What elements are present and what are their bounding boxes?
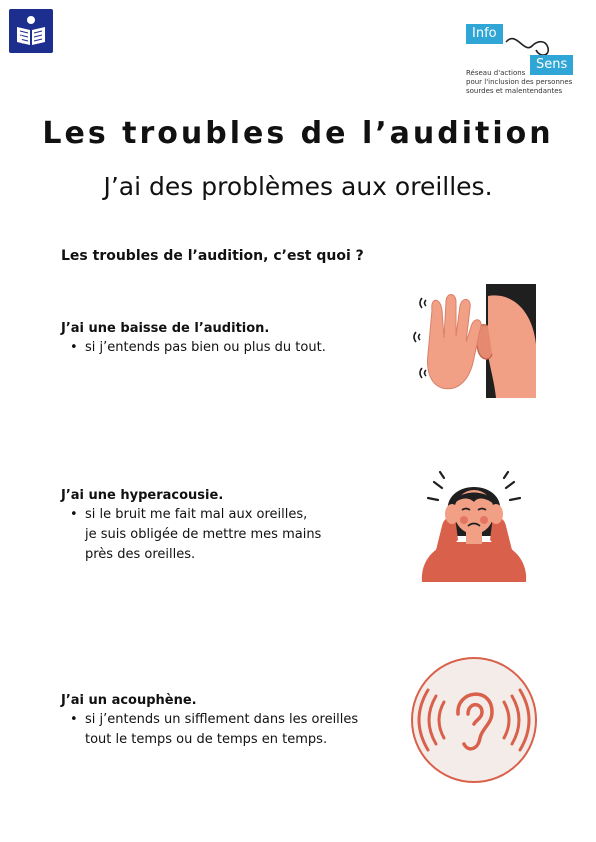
tagline-line: sourdes et malentendantes (466, 87, 563, 95)
girl-covering-ears-icon (412, 470, 536, 582)
bullet-line: tout le temps ou de temps en temps. (85, 732, 328, 747)
infosens-word-sens: Sens (530, 55, 573, 75)
bullet-line: près des oreilles. (85, 547, 196, 562)
item-acouphene (61, 692, 391, 750)
bullet-icon: • (70, 340, 78, 355)
page-title: Les troubles de l’audition (42, 116, 554, 151)
infosens-tagline (466, 69, 588, 96)
page-subtitle: J’ai des problèmes aux oreilles. (103, 172, 493, 201)
infosens-logo (466, 24, 588, 94)
bullet-line: si j’entends pas bien ou plus du tout. (85, 340, 326, 355)
easy-read-logo (9, 9, 53, 53)
section-question: Les troubles de l’audition, c’est quoi ? (61, 248, 364, 264)
item-heading: J’ai un acouphène. (61, 693, 197, 708)
tagline-line: Réseau d'actions (466, 69, 526, 77)
bullet-icon: • (70, 712, 78, 727)
bullet-point (61, 338, 391, 358)
hand-cupped-to-ear-icon (412, 284, 536, 398)
item-heading: J’ai une baisse de l’audition. (61, 321, 270, 336)
bullet-icon: • (70, 507, 78, 522)
bullet-line: si le bruit me fait mal aux oreilles, (85, 507, 308, 522)
bullet-line: si j’entends un sifflement dans les oreilles (85, 712, 359, 727)
person-reading-book-icon (9, 9, 53, 53)
bullet-line: je suis obligée de mettre mes mains (85, 527, 322, 542)
infosens-word-info: Info (466, 24, 503, 44)
item-hearing-loss (61, 320, 391, 358)
bullet-point (61, 505, 391, 565)
item-hyperacousie (61, 487, 391, 565)
tagline-line: pour l'inclusion des personnes (466, 78, 573, 86)
bullet-point (61, 710, 391, 750)
item-heading: J’ai une hyperacousie. (61, 488, 224, 503)
ear-with-sound-waves-icon (410, 656, 538, 784)
